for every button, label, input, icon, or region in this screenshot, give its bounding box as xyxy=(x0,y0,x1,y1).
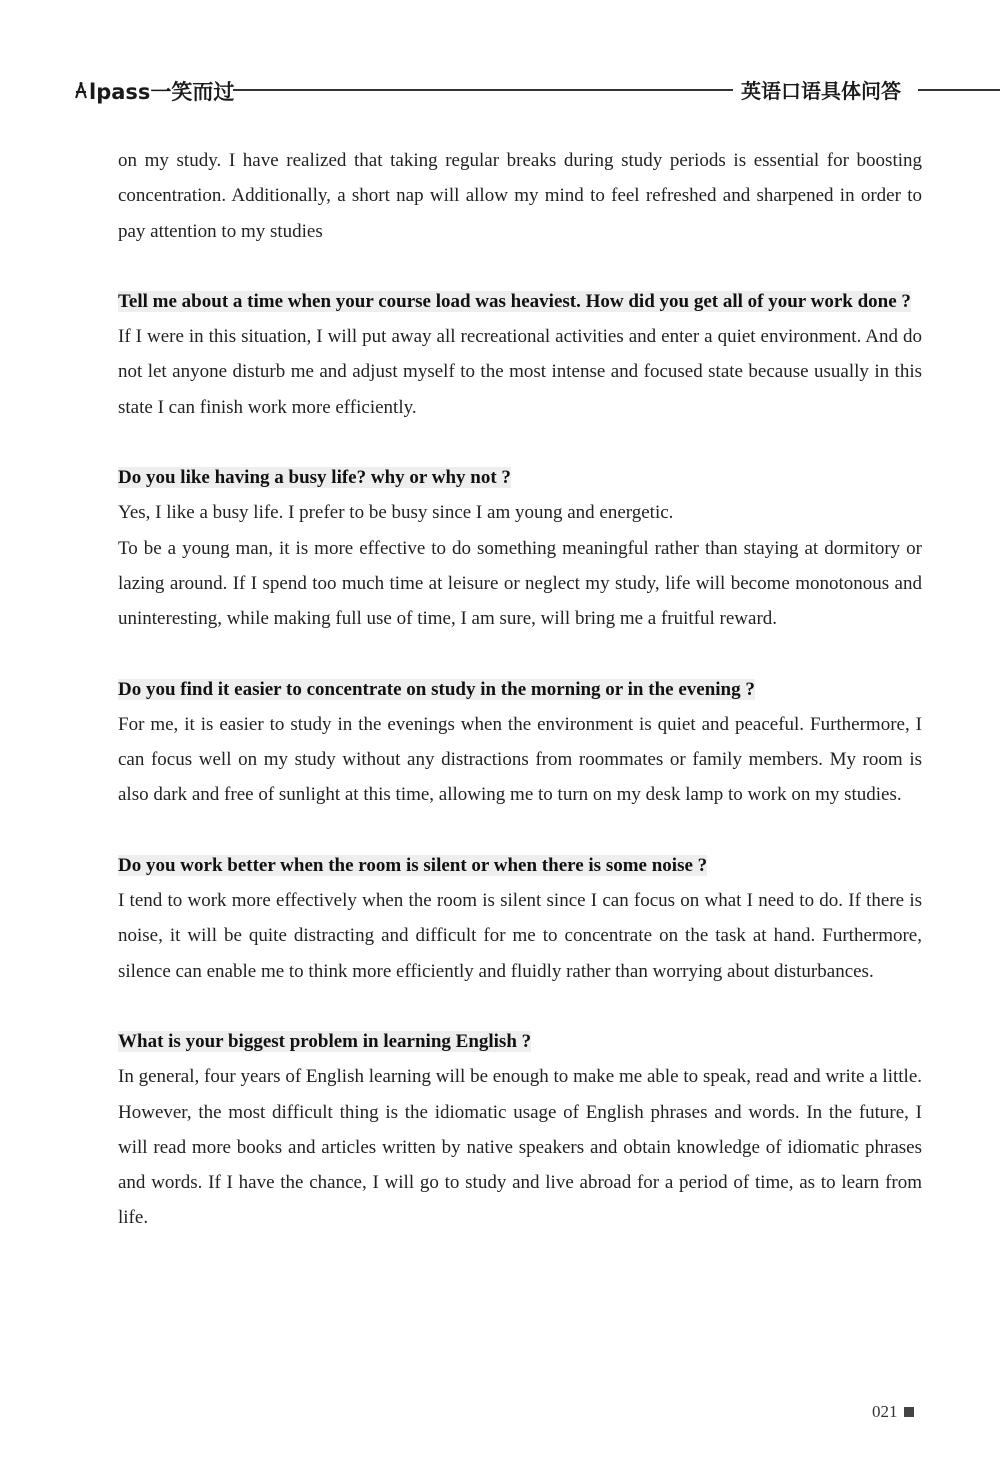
logo-text: lpass一笑而过 xyxy=(89,80,235,104)
qa-block-4 xyxy=(118,848,922,989)
page-footer xyxy=(872,1402,914,1422)
question-text: Do you work better when the room is silent or when there is some noise ? xyxy=(118,854,708,876)
brand-logo xyxy=(74,76,234,106)
qa-block-5 xyxy=(118,1024,922,1236)
answer-paragraph: To be a young man, it is more effective to do something meaningful rather than staying at dormitory or lazing around. If I spend too much time at leisure or neglect my study, life will become monotonous and uninteresting, while making full use of time, I am sure, will bring me a fruitful reward. xyxy=(118,537,922,630)
square-bullet-icon xyxy=(904,1407,914,1417)
question-text: What is your biggest problem in learning English ? xyxy=(118,1030,532,1052)
header-rule-left xyxy=(233,89,733,91)
question-heading xyxy=(118,1024,922,1059)
header-rule-right xyxy=(918,89,1000,91)
section-title: 英语口语具体问答 xyxy=(741,79,901,103)
page-content xyxy=(118,143,922,1236)
page-header xyxy=(0,74,1000,108)
answer-paragraph: If I were in this situation, I will put away all recreational activities and enter a quiet environment. And do not let anyone disturb me and adjust myself to the most intense and focused state because usually in this state I can finish work more efficiently. xyxy=(118,326,922,418)
answer-paragraph: In general, four years of English learning will be enough to make me able to speak, read and write a little. However, the most difficult thing is the idiomatic usage of English phrases and words. In the future, I will read more books and articles written by native speakers and obtain knowledge of idiomatic phrases and words. If I have the chance, I will go to study and live abroad for a period of time, as to learn from life. xyxy=(118,1066,922,1229)
question-text: Do you find it easier to concentrate on study in the morning or in the evening ? xyxy=(118,678,755,700)
qa-block-3 xyxy=(118,672,922,813)
question-text: Do you like having a busy life? why or why not ? xyxy=(118,467,511,489)
answer-paragraph: For me, it is easier to study in the evenings when the environment is quiet and peaceful. Furthermore, I can focus well on my study without any distractions from roommates or family members. My room is also dark and free of sunlight at this time, allowing me to turn on my desk lamp to work on my studies. xyxy=(118,713,922,806)
question-text: Tell me about a time when your course load was heaviest. How did you get all of your work done ? xyxy=(118,290,911,312)
qa-block-1 xyxy=(118,284,922,425)
question-heading xyxy=(118,284,922,319)
question-heading xyxy=(118,460,922,495)
qa-block-2 xyxy=(118,460,922,636)
intro-paragraph: on my study. I have realized that taking regular breaks during study periods is essential for boosting concentration. Additionally, a short nap will allow my mind to feel refreshed and sharpened in order to pay attention to my studies xyxy=(118,150,922,242)
page-number: 021 xyxy=(872,1402,898,1421)
logo-mark-icon xyxy=(74,82,88,100)
answer-paragraph: Yes, I like a busy life. I prefer to be busy since I am young and energetic. xyxy=(118,502,674,524)
question-heading xyxy=(118,848,922,883)
answer-paragraph: I tend to work more effectively when the room is silent since I can focus on what I need to do. If there is noise, it will be quite distracting and difficult for me to concentrate on the task at hand. Furthermore, silence can enable me to think more efficiently and fluidly rather than worrying about disturbances. xyxy=(118,890,922,982)
question-heading xyxy=(118,672,922,707)
